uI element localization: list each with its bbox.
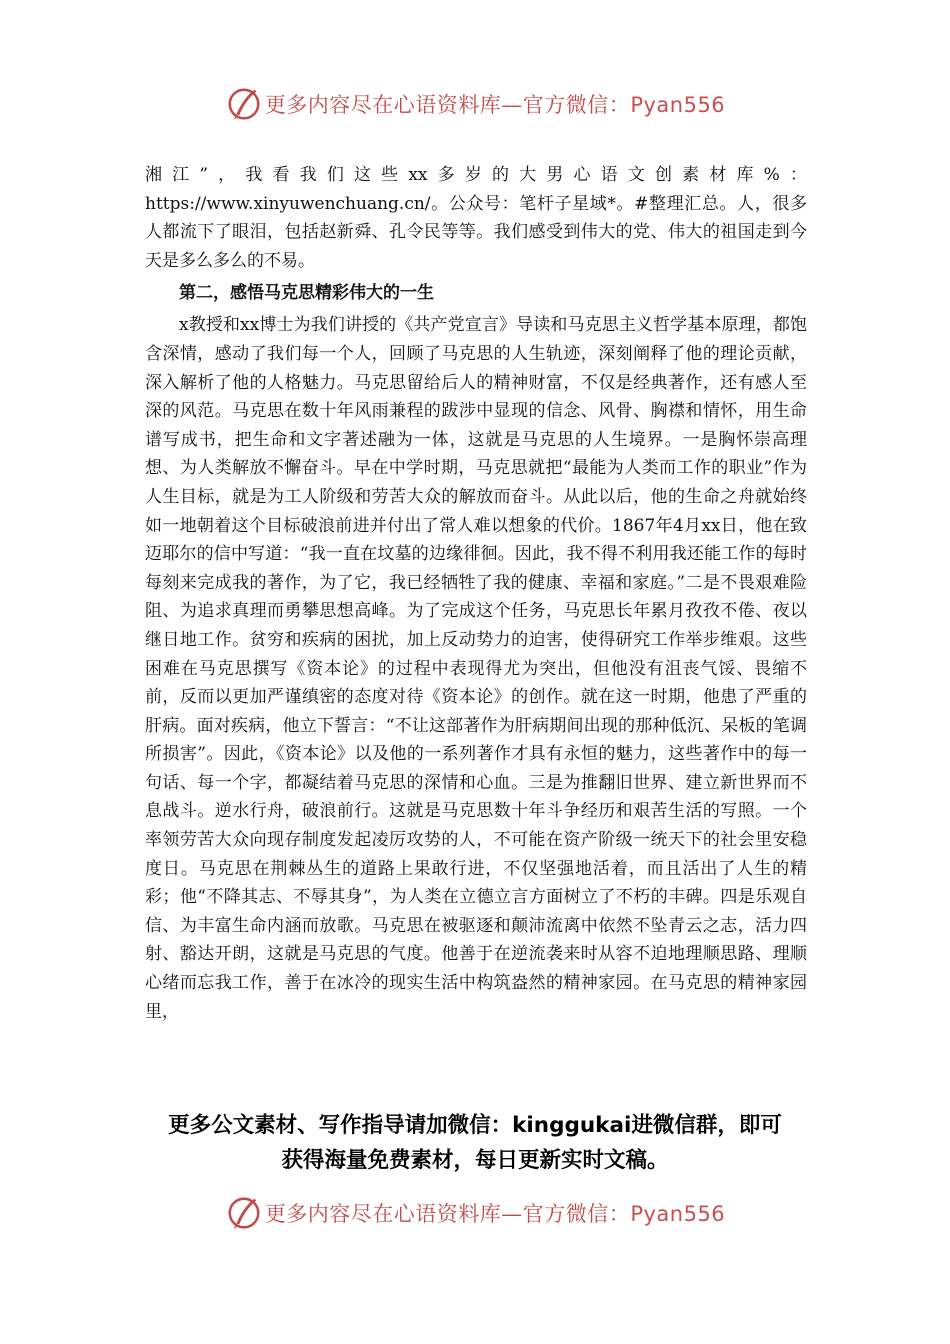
banner-text (265, 1198, 725, 1228)
document-body (145, 161, 807, 1026)
promo-line-1: 更多公文素材、写作指导请加微信：kinggukai进微信群，即可 (168, 1113, 782, 1138)
banner-cn: 更多内容尽在心语资料库—官方微信： (264, 93, 631, 117)
promo-notice (0, 1108, 950, 1178)
banner-cn: 更多内容尽在心语资料库—官方微信： (264, 1202, 631, 1226)
banner-text (265, 89, 725, 119)
footer-banner (0, 1191, 950, 1235)
banner-wechat-id: Pyan556 (630, 1202, 726, 1226)
feather-pen-logo-icon (225, 85, 263, 123)
paragraph-1: 湘江”，我看我们这些xx多岁的大男心语文创素材库%：https://www.xinyuwenchuang.cn/。公众号：笔杆子星域*。#整理汇总。人，很多人都流下了眼泪，包括赵新舜、孔令民等等。我们感受到伟大的党、伟大的祖国走到今天是多么多么的不易。 (145, 165, 807, 271)
promo-line-2: 获得海量免费素材，每日更新实时文稿。 (281, 1148, 669, 1173)
feather-pen-logo-icon (225, 1194, 263, 1232)
paragraph-2: x教授和xx博士为我们讲授的《共产党宣言》导读和马克思主义哲学基本原理，都饱含深情，感动了我们每一个人，回顾了马克思的人生轨迹，深刻阐释了他的理论贡献，深入解析了他的人格魅力。马克思留给后人的精神财富，不仅是经典著作，还有感人至深的风范。马克思在数十年风雨兼程的跋涉中显现的信念、风骨、胸襟和情怀，用生命谱写成书，把生命和文字著述融为一体，这就是马克思的人生境界。一是胸怀崇高理想、为人类解放不懈奋斗。早在中学时期，马克思就把“最能为人类而工作的职业”作为人生目标，就是为工人阶级和劳苦大众的解放而奋斗。从此以后，他的生命之舟就始终如一地朝着这个目标破浪前进并付出了常人难以想象的代价。1867年4月xx日，他在致迈耶尔的信中写道：“我一直在坟墓的边缘徘徊。因此，我不得不利用我还能工作的每时每刻来完成我的著作，为了它，我已经牺牲了我的健康、幸福和家庭。”二是不畏艰难险阻、为追求真理而勇攀思想高峰。为了完成这个任务，马克思长年累月孜孜不倦、夜以继日地工作。贫穷和疾病的困扰，加上反动势力的迫害，使得研究工作举步维艰。这些困难在马克思撰写《资本论》的过程中表现得尤为突出，但他没有沮丧气馁、畏缩不前，反而以更加严谨缜密的态度对待《资本论》的创作。就在这一时期，他患了严重的肝病。面对疾病，他立下誓言：“不让这部著作为肝病期间出现的那种低沉、呆板的笔调所损害”。因此，《资本论》以及他的一系列著作才具有永恒的魅力，这些著作中的每一句话、每一个字，都凝结着马克思的深情和心血。三是为推翻旧世界、建立新世界而不息战斗。逆水行舟，破浪前行。这就是马克思数十年斗争经历和艰苦生活的写照。一个率领劳苦大众向现存制度发起凌厉攻势的人，不可能在资产阶级一统天下的社会里安稳度日。马克思在荆棘丛生的道路上果敢行进，不仅坚强地活着，而且活出了人生的精彩；他“不降其志、不辱其身”，为人类在立德立言方面树立了不朽的丰碑。四是乐观自信、为丰富生命内涵而放歌。马克思在被驱逐和颠沛流离中依然不坠青云之志，活力四射、豁达开朗，这就是马克思的气度。他善于在逆流袭来时从容不迫地理顺思路、理顺心绪而忘我工作，善于在冰冷的现实生活中构筑盎然的精神家园。在马克思的精神家园里， (145, 315, 807, 1022)
banner-wechat-id: Pyan556 (630, 93, 726, 117)
section-heading: 第二，感悟马克思精彩伟大的一生 (179, 283, 434, 304)
header-banner (0, 82, 950, 126)
